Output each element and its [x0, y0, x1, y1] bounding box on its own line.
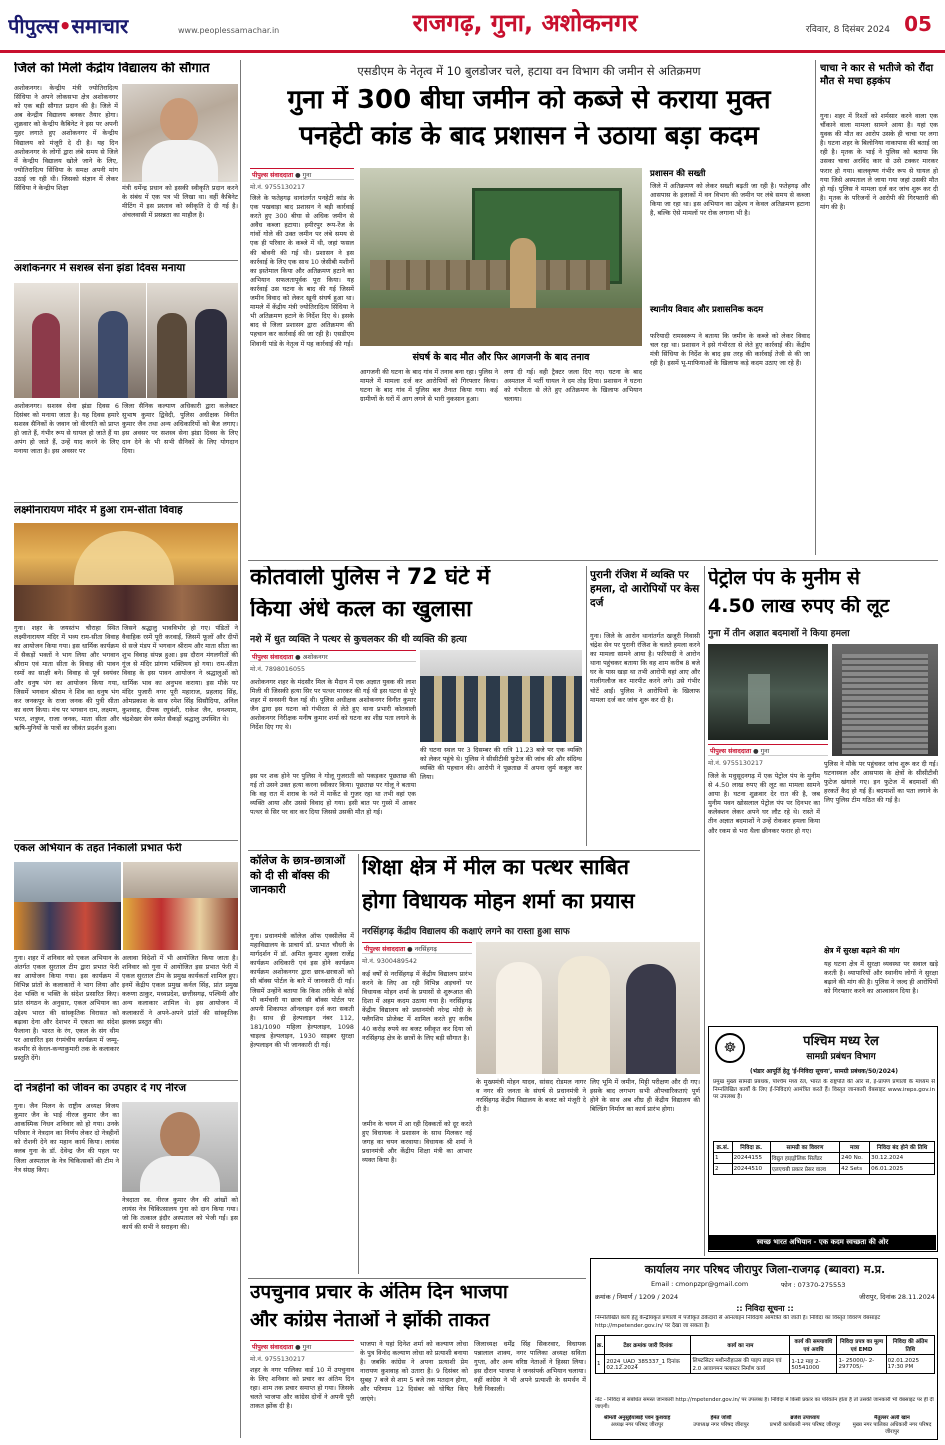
- portrait-body: [142, 140, 218, 182]
- petrol-photo-2: [832, 644, 938, 756]
- shiksha-caption: के मुख्यमंत्री मोहन यादव, सांसद रोडमल नागर व नगर की जनता के संघर्ष से प्रधानमंत्री ने नरसिंहगढ़ केंद्रीय विद्यालय के बजट को मंजूरी दे दी है।: [476, 1078, 586, 1114]
- logo-text-2: समाचार: [71, 14, 129, 38]
- table-cell: 1- 25000/- 2- 297705/-: [837, 1355, 886, 1374]
- shiksha-byline: पीपुल्स संवाददाता ● नरसिंहगढ़: [362, 942, 472, 954]
- bulldozer-sub-2: स्थानीय विवाद और प्रशासनिक कदम: [650, 305, 764, 315]
- sig-name: ब्रजेश उपाध्याय: [790, 1415, 820, 1421]
- col-header: कार्य का नाम: [691, 1336, 790, 1355]
- shiksha-body-2: जमीन के चयन में आ रही दिक्कतों को दूर करते हुए विधायक ने प्रशासन के साथ मिलकर नई जगह का चयन करवाया। विधायक श्री शर्मा ने प्रधानमंत्री और केंद्रीय शिक्षा मंत्री का आभार व्यक्त किया है।: [362, 1120, 472, 1165]
- purani-headline: पुरानी रंजिश में व्यक्ति पर हमला, दो आरोपियों पर केस दर्ज: [590, 569, 700, 609]
- nagar-email: Email : cmonpzpr@gmail.com: [651, 1280, 749, 1288]
- issue-date: रविवार, 8 दिसंबर 2024: [805, 25, 890, 35]
- kotwali-deck: नशे में धुत व्यक्ति ने पत्थर से कुचलकर की थी व्यक्ति की हत्या: [250, 634, 467, 645]
- bulldozer-col4: लगा दी गई। वही ट्रैक्टर जला दिए गए। घटना के बाद अस्पताल में भर्ती घायल ने दम तोड़ दिया। प्रशासन ने घटना को गंभीरता से लेते हुए अतिक्रमण के खिलाफ अभियान चलाया।: [504, 368, 642, 404]
- table-cell: विद्युत हाइड्रोलिक सिलेंडर: [770, 1153, 839, 1164]
- ekal-headline: एकल अभियान के तहत निकाली प्रभात फेरी: [14, 843, 182, 854]
- railway-ad: [708, 1026, 938, 1252]
- flag-photo-1: [14, 283, 79, 398]
- neeraj-photo: [122, 1102, 238, 1192]
- neeraj-body: गुना। जैन मिलन के राष्ट्रीय अध्यक्ष विजय कुमार जैन के भाई नीरज कुमार जैन का आकस्मिक निधन शनिवार को हो गया। उनके परिवार ने नेत्रदान का निर्णय लेकर दो नेत्रहीनों को रोशनी देने का महान कार्य किया। लायंस क्लब गुना के डॉ. देवेन्द्र जैन की पहल पर जिला अस्पताल के नेत्र चिकित्सकों की टीम ने नेत्र संग्रह किए।: [14, 1102, 119, 1174]
- cctv-figure: [748, 674, 770, 724]
- shiksha-photo: [476, 942, 700, 1074]
- person-shape: [626, 964, 676, 1074]
- kotwali-photo: [420, 650, 582, 742]
- bulldozer-col3: आगजनी की घटना के बाद गांव में तनाव बना रहा। पुलिस ने मामले में मामला दर्ज कर आरोपियों को गिरफ्तार किया। घटना के बाद गांव में पुलिस बल तैनात किया गया। कई ग्रामीणों के घरों में आग लगने से भारी नुकसान हुआ।: [360, 368, 498, 404]
- nagar-sig-2: [681, 1415, 761, 1439]
- flag-body-2: जिला सैनिक कल्याण अधिकारी द्वारा कलेक्टर सुभाष कुमार द्विवेदी, पुलिस अधीक्षक विनीत कुमार जैन तथा अन्य अधिकारियों को बैज लगाए। इस अवसर पर सशस्त्र सेना झंडा दिवस के लिए दान देने के भी सभी सैनिकों के लिए योगदान दिया।: [122, 402, 238, 456]
- person-shape: [195, 309, 227, 398]
- petrol-mobile: मो.नं. 9755130217: [708, 760, 763, 767]
- masthead: [0, 0, 945, 52]
- kv-headline: जिले को मिली केंद्रीय विद्यालय की सौगात: [14, 62, 210, 76]
- masthead-rule: [0, 50, 945, 53]
- section-title: राजगढ़, गुना, अशोकनगर: [412, 9, 638, 37]
- kv-body: अशोकनगर। केन्द्रीय मंत्री ज्योतिरादित्य सिंधिया ने अपने लोकसभा क्षेत्र अशोकनगर को एक बड़ी सौगात प्रदान की है। जिले में अब केन्द्रीय विद्यालय बनकर तैयार होगा। शुक्रवार को केन्द्रीय कैबिनेट ने इस पर अपनी मुहर लगाते हुए अशोकनगर में केन्द्रीय विद्यालय को मंजूरी दे दी है। यह दिन अशोकनगर के लोगों द्वारा लंबे समय से जिले में केन्द्रीय विद्यालय खोले जाने के लिए, ज्योतिरादित्य सिंधिया के समक्ष अपनी मांग उठाई जा रही थी। जिसको संज्ञान में लेकर सिंधिया ने केन्द्रीय शिक्षा: [14, 84, 118, 193]
- shiksha-headline-2: होगा विधायक मोहन शर्मा का प्रयास: [362, 890, 635, 913]
- shutter-shape: [842, 654, 928, 754]
- crowd-shape: [123, 898, 238, 950]
- kv-body-2: मंत्री धर्मेन्द्र प्रधान को इसकी स्वीकृति प्रदान करने के संबंध में एक पत्र भी लिखा था। वहीं कैबिनेट मीटिंग में इस प्रस्ताव को स्वीकृति दे दी गई है। अंचलवासी में प्रसन्नता का माहौल है।: [122, 184, 238, 220]
- upchunav-byline: पीपुल्स संवाददाता ● गुना: [250, 1340, 354, 1352]
- petrol-body-2: पुलिस ने मौके पर पहुंचकर जांच शुरू कर दी गई। घटनास्थल और आसपास के क्षेत्रों के सीसीटीवी फुटेज खंगाले गए। इन फुटेज में बदमाशों की हरकतें कैद हो गई हैं। बदमाशों का पता लगाने के लिए पुलिस टीम गठित की गई है।: [824, 760, 938, 805]
- upchunav-mobile: मो.नं. 9755130217: [250, 1356, 305, 1363]
- kotwali-body-2: की घटना स्थल पर 3 दिसम्बर की रात्रि 11.23 बजे पर एक व्यक्ति को लेकर पहुंचे थे। पुलिस ने सीसीटीवी फुटेज की जांच की और संदिग्ध व्यक्ति की पहचान की। आरोपी ने पूछताछ में अपना जुर्म कबूल कर लिया।: [420, 746, 582, 782]
- rule-v-college: [358, 854, 359, 1274]
- petrol-body: जिले के मधुसूदनगढ़ में एक पेट्रोल पंप के मुनीम से 4.50 लाख रुपए की लूट का मामला सामने आया है। घटना शुक्रवार देर रात की है, जब मुनीम पवन खोसलाल पेट्रोल पंप पर दिनभर का कलेक्शन लेकर अपने घर लौट रहे थे। रास्ते में तीन अज्ञात बदमाशों ने उन्हें रोककर हमला किया और रकम से भरा थैला छीनकर फरार हो गए।: [708, 772, 820, 835]
- person-shape: [157, 313, 187, 398]
- col-header: मात्रा: [840, 1142, 870, 1153]
- person-shape: [496, 962, 542, 1074]
- nagar-sig-3: [763, 1415, 847, 1439]
- table-cell: 02.01.2025 17:30 PM: [886, 1355, 934, 1374]
- col-header: सामग्री का विवरण: [770, 1142, 839, 1153]
- table-cell: एलएचबी प्रकार प्रेसर वाल्व: [770, 1164, 839, 1175]
- upchunav-body: शहर के नगर पालिका वार्ड 10 में उपचुनाव के लिए शनिवार को प्रचार का अंतिम दिन रहा। शाम तक प्रचार समाप्त हो गया। जिसके चलते भाजपा और कांग्रेस दोनों ने अपनी पूरी ताकत झोंक दी है।: [250, 1366, 354, 1411]
- nagar-table-grid: [595, 1335, 935, 1374]
- rule-v-petrol: [704, 566, 705, 1256]
- table-cell: 42 Sets: [840, 1164, 870, 1175]
- railway-title: पश्चिम मध्य रेल: [803, 1034, 879, 1049]
- table-cell: 06.01.2025: [870, 1164, 935, 1175]
- table-cell: 1-12 माह 2- 50541000: [790, 1355, 837, 1374]
- kotwali-byline: पीपुल्स संवाददाता ● अशोकनगर: [250, 650, 416, 662]
- table-cell: 2024_UAD_385337_1 दिनांक 02.12.2024: [605, 1355, 691, 1374]
- nagar-body: निम्नलिखित कार्य हेतु केन्द्रीयकृत प्रणाली में पंजीकृत ठेकेदारों से ऑनलाइन निविदायें आमंत्रित की जाती हैं। निविदा का विस्तृत विवरण वेबसाइट http://mpetender.gov.in/ पर देखा जा सकता है।: [595, 1315, 881, 1329]
- flag-body: अशोकनगर। सशस्त्र सेना झंडा दिवस 6 दिसंबर को मनाया जाता है। यह दिवस हमारे सशस्त्र सैनिकों के जवान जो वीरगति को प्राप्त हो जाते हैं, गंभीर रूप से घायल हो जाते हैं या अपंग हो जाते हैं, उन्हें याद करने के लिए मनाया जाता है। इस अवसर पर: [14, 402, 119, 456]
- bulldozer-headline-2: पनहेटी कांड के बाद प्रशासन ने उठाया बड़ा कदम: [299, 122, 759, 151]
- table-cell: 20244155: [732, 1153, 770, 1164]
- shiksha-mobile: मो.नं. 9300489542: [362, 958, 417, 965]
- table-header-row: [596, 1336, 935, 1355]
- byline-city: नरसिंहगढ़: [414, 946, 437, 953]
- bulldozer-headline-1: गुना में 300 बीघा जमीन को कब्जे से कराया मुक्त: [287, 86, 771, 115]
- railway-notice: (भंडार आपूर्ति हेतु 'ई-निविदा सूचना', सामग्री प्रबंधक/50/2024): [750, 1068, 898, 1075]
- col-header: निविदा प्रपत्र का मूल्य एवं EMD: [837, 1336, 886, 1355]
- temple-photo: [14, 523, 238, 621]
- sig-name: हेमंत जोशी: [710, 1415, 732, 1421]
- rule-2: [14, 502, 238, 503]
- byline-city: गुना: [760, 748, 770, 755]
- bulldozer-mobile: मो.नं. 9755130217: [250, 184, 305, 191]
- table-cell: 20244510: [732, 1164, 770, 1175]
- left-col-divider: [240, 60, 241, 1438]
- bulldozer-sub-1: प्रशासन की सख्ती: [650, 169, 706, 179]
- portrait-head: [160, 98, 198, 142]
- rule-3: [14, 840, 238, 841]
- sig-name: श्रीमती अनुसुईयाबाई पवन कुशवाह: [603, 1415, 671, 1421]
- college-body: गुना। प्रधानमंत्री कॉलेज ऑफ एक्सीलेंस में महाविद्यालय के प्राचार्य डॉ. प्रभात चौधरी के मार्गदर्शन में डॉ. अमित कुमार शुक्ला राजेंद्र कार्यक्रम अधिकारी एवं इस होने कार्यक्रम कार्यक्रम अशोकनगर द्वारा छात्र-छात्राओं को सी बॉक्स पोर्टल के बारे में जानकारी दी गई। जिसमें उन्होंने बताया कि किस तरीके से कोई भी कर्मचारी या छात्रा सी बॉक्स पोर्टल पर अपनी शिकायत ऑनलाइन दर्ज करा सकती है। साथ ही हेल्पलाइन नंबर 112, 181/1090 महिला हेल्पलाइन, 1098 चाइल्ड हेल्पलाइन, 1930 साइबर सुरक्षा हेल्पलाइन की भी जानकारी दी गई।: [250, 932, 354, 1050]
- person-shape: [98, 311, 128, 398]
- logo-dot: •: [58, 14, 72, 38]
- bulldozer-photo-caption: संघर्ष के बाद मौत और फिर आगजनी के बाद तनाव: [412, 352, 590, 363]
- table-row: [714, 1164, 935, 1175]
- table-cell: 1: [596, 1355, 605, 1374]
- table-cell: 2: [714, 1164, 733, 1175]
- petrol-headline-1: पेट्रोल पंप के मुनीम से: [708, 568, 860, 589]
- rule-h-mid: [248, 560, 938, 561]
- shiksha-headline-1: शिक्षा क्षेत्र में मील का पत्थर साबित: [362, 856, 629, 879]
- petrol-sub-body: यह घटना क्षेत्र में सुरक्षा व्यवस्था पर सवाल खड़े करती है। व्यापारियों और स्थानीय लोगों ने सुरक्षा बढ़ाने की मांग की है। पुलिस ने जल्द ही आरोपियों को गिरफ्तार करने का आश्वासन दिया है।: [824, 960, 938, 996]
- railway-table: [713, 1141, 935, 1229]
- temple-body-2: जिसने श्रद्धालु भावविभोर हो गए। पंडितों ने वैवाहिक रस्में पूरी करवाईं, जिसमें फूलों और दीपों से सजे मंडप में भगवान श्रीराम और माता सीता का शुभ विवाह संपन्न हुआ। इस दौरान मंगलगीतों की गूंज से मंदिर प्रांगण भक्तिमय हो गया। राम-सीता विवाह के इस पावन आयोजन ने श्रद्धालुओं को धार्मिक भाव का अनुभव कराया। इस मौके पर मंदिर पुजारी नगर पूरी महाराज, प्रहलाद सिंह, ओमप्रकाश के साथ रमेश सिंह सिसौदिया, अनिल कुशवाह, दीपक रघुवंशी, राकेश जैन, धनश्याम, चंद्रशेखर सेन समेत सैकड़ों श्रद्धालु उपस्थित थे।: [122, 624, 238, 723]
- table-header-row: [714, 1142, 935, 1153]
- chacha-headline: चाचा ने कार से भतीजे को रौंदा मौत से मचा हड़कंप: [820, 63, 934, 87]
- byline-city: गुना: [302, 1344, 312, 1351]
- ekal-photo-1: [14, 862, 121, 950]
- byline-city: गुना: [302, 172, 312, 179]
- nagar-phone: फोन : 07370-275553: [781, 1281, 846, 1289]
- ground-shape: [360, 308, 642, 346]
- nagar-sig-1: [595, 1415, 679, 1439]
- rule-v-purani: [586, 566, 587, 846]
- scindia-photo: [122, 84, 238, 182]
- nagar-date: जीरापुर, दिनांक 28.11.2024: [858, 1293, 935, 1301]
- sig-title: उपाध्यक्ष नगर परिषद जीरापुर: [693, 1422, 749, 1428]
- nagar-ad: [590, 1258, 938, 1440]
- shiksha-body: कई वर्षों से नरसिंहगढ़ में केंद्रीय विद्यालय प्रारंभ करने के लिए आ रही विभिन्न अड़चनों पर विधायक मोहन शर्मा के प्रयासों से शुरूआत की दिशा में अहम कदम उठाया गया है। नरसिंहगढ़ केंद्रीय विद्यालय को प्रधानमंत्री नरेन्द्र मोदी के फ्लैगशिप प्रोजेक्ट में शामिल करते हुए करीब 40 करोड़ रुपये का बजट स्वीकृत कर दिया जो नरसिंहगढ़ क्षेत्र के छात्रों के लिए बड़ी सौगात है।: [362, 970, 472, 1042]
- byline-org: पीपुल्स संवाददाता: [252, 654, 294, 661]
- ekal-body: गुना। शहर में शनिवार को एकल अभियान के अंतर्गत एकल सुरताल टीम द्वारा प्रभात फेरी का आयोजन किया गया। इस कार्यक्रम में विभिन्न प्रांतों के कलाकारों ने भाग लिया और देश भक्ति व भक्ति के संदेश प्रसारित किए। प्रांत संगठन के अनुसार, एकल अभियान का उद्देश्य भारत की सांस्कृतिक विरासत को बढ़ावा देना और देशभर में एकता का संदेश फैलाना है। भारत के रंग, एकल के संग थीम पर आधारित इस रंगमंचीय कार्यक्रम में जम्मू-कश्मीर से केरल-कन्याकुमारी तक के कलाकार प्रस्तुति देंगे।: [14, 954, 119, 1063]
- temple-headline: लक्ष्मीनारायण मंदिर में हुआ राम-सीता विवाह: [14, 505, 183, 516]
- portrait-head: [160, 1112, 200, 1158]
- neeraj-headline: दो नेत्रहीनों को जीवन का उपहार दे गए नीरज: [14, 1083, 186, 1094]
- logo-text: पीपुल्स: [8, 14, 59, 38]
- bulldozer-body: जिले के फतेहगढ़ थानांतर्गत पनहेटी कांड के एक पखवाड़ा बाद प्रशासन ने बड़ी कार्रवाई करते हुए 300 बीघा से अधिक जमीन से अवैध कब्जा हटाया। हमीरपुर रूप-रेंज के गांवों गोले की उक्त जमीन पर लंबे समय से एक ही परिवार के कब्जे में थी, जहां फसल की बोवनी की गई थी। प्रशासन ने इस कार्रवाई के लिए एक साथ 10 जेसीबी मशीनों का इस्तेमाल किया और अतिक्रमण हटाने का अभियान सफलतापूर्वक पूरा किया। यह कार्रवाई उस घटना के बाद की गई जिसमें जमीन विवाद को लेकर खूनी संघर्ष हुआ था। मामले में केंद्रीय मंत्री ज्योतिरादित्य सिंधिया ने भी अतिक्रमण हटाने के निर्देश दिए थे। इसके बाद से जिला प्रशासन द्वारा अतिक्रमण की पहचान कर कार्रवाई की जा रही है। एसडीएम शिवानी पांडे के नेतृत्व में यह कार्रवाई की गई।: [250, 194, 354, 348]
- nagar-sig-4: [849, 1415, 935, 1439]
- sig-title: प्रभारी कार्यकारी नगर परिषद जीरापुर: [769, 1422, 841, 1428]
- crowd-shape: [14, 902, 121, 950]
- flag-photo-3: [147, 283, 238, 398]
- sig-title: अध्यक्ष नगर परिषद जीरापुर: [610, 1422, 664, 1428]
- sig-title: मुख्य नगर पालिका अधिकारी नगर परिषद जीरापुर: [852, 1422, 932, 1435]
- rule-4: [14, 1080, 238, 1081]
- rule-h-lower: [248, 1278, 586, 1279]
- neeraj-body-2: नेत्रदाता स्व. नीरज कुमार जैन की आंखों को लायंस नेत्र चिकित्सालय गुना को दान किया गया। जो कि तत्काल इंदौर अस्पताल को भेजी गईं। इस कार्य की सभी ने सराहना की।: [122, 1196, 238, 1232]
- byline-org: पीपुल्स संवाददाता: [252, 1344, 294, 1351]
- nagar-ref: क्रमांक / निमार्ण / 1209 / 2024: [595, 1293, 679, 1301]
- temple-body: गुना। शहर के जयस्तंभ चौराहा स्थित लक्ष्मीनारायण मंदिर में भव्य राम-सीता विवाह का आयोजन किया गया। इस धार्मिक कार्यक्रम में सैकड़ों भक्तों ने भाग लिया और भगवान श्रीराम एवं माता सीता के विवाह की पावन रस्मों का साक्षी बने। विवाह से पूर्व स्वयंवर और धनुष भंग का आयोजन किया गया, जिसमें भगवान श्रीराम ने शिव का धनुष भंग कर जनकपुर के राजा जनक की पुत्री सीता का वरण किया। मंच पर भगवान राम, लक्ष्मण, भरत, शत्रुघ्न, राजा जनक, माता सीता और ऋषि-मुनियों के पात्रों का जीवंत प्रदर्शन हुआ।: [14, 624, 119, 733]
- railway-subtitle: सामग्री प्रबंधन विभाग: [806, 1052, 876, 1062]
- temple-arch: [74, 531, 174, 591]
- petrol-photo-1: [708, 644, 828, 740]
- col-header: क्र.सं.: [714, 1142, 733, 1153]
- shiksha-col3: लिए भूमि में जमीन, मिट्टी परीक्षण और दी गए। इसके बाद लगभग सभी औपचारिकताएं पूर्ण होने के साथ अब शीघ्र ही केंद्रीय विद्यालय की बिल्डिंग निर्माण का कार्य प्रारंभ होगा।: [590, 1078, 700, 1114]
- kotwali-headline-1: कोतवाली पुलिस ने 72 घंटे में: [250, 566, 491, 590]
- table-cell: 1: [714, 1153, 733, 1164]
- upchunav-headline-2: और कांग्रेस नेताओं ने झोंकी ताकत: [250, 1310, 490, 1331]
- upchunav-body-3: जिलाध्यक्ष धर्मेंद्र सिंह सिकरवार, विधायक पन्नालाल शाक्य, नगर पालिका अध्यक्ष सविता गुप्ता, और अन्य वरिष्ठ नेताओं ने हिस्सा लिया। इस दौरान भाजपा ने जनसंपर्क अभियान चलाया। वहीं कांग्रेस ने भी अपने प्रत्याशी के समर्थन में रैली निकाली।: [474, 1340, 586, 1394]
- bulldozer-kicker: एसडीएम के नेतृत्व में 10 बुलडोजर चले, हटाया वन विभाग की जमीन से अतिक्रमण: [357, 64, 701, 78]
- flag-headline: अशोकनगर में सशस्त्र सेना झंडा दिवस मनाया: [14, 263, 186, 274]
- ekal-photo-2: [123, 862, 238, 950]
- railway-logo: ☸: [715, 1033, 745, 1063]
- bulldozer-sub2-body: फरियादी रामस्वरूप ने बताया कि जमीन के कब्जे को लेकर विवाद चल रहा था। प्रशासन ने इसे गंभीरता से लेते हुए कार्रवाई की। केंद्रीय मंत्री सिंधिया के निर्देश के बाद इस तरह की कार्रवाई तेजी से की जा रही है। इसमें भू-माफियाओं के खिलाफ कड़े कदम उठाए जा रहे हैं।: [650, 332, 810, 368]
- col-header: क्र.: [596, 1336, 605, 1355]
- byline-org: पीपुल्स संवाददाता: [252, 172, 294, 179]
- bulldozer-byline: पीपुल्स संवाददाता ● गुना: [250, 168, 354, 180]
- col-header: निविदा की अंतिम तिथि: [886, 1336, 934, 1355]
- railway-footer: स्वच्छ भारत अभियान - एक कदम स्वच्छता की ओर: [709, 1235, 936, 1250]
- right-col-divider: [815, 60, 816, 555]
- petrol-byline: पीपुल्स संवाददाता ● गुना: [708, 744, 828, 756]
- flag-photo-2: [80, 283, 146, 398]
- table-cell: 240 No.: [840, 1153, 870, 1164]
- logo: [8, 12, 168, 38]
- byline-org: पीपुल्स संवाददाता: [364, 946, 406, 953]
- nagar-title: कार्यालय नगर परिषद जीरापुर जिला-राजगढ़ (ब्यावरा) म.प्र.: [644, 1263, 886, 1276]
- nagar-table: [595, 1335, 935, 1395]
- col-header: कार्य की समयावधि एवं अवधि: [790, 1336, 837, 1355]
- rule-1: [14, 260, 238, 261]
- table-row: [596, 1355, 935, 1374]
- byline-org: पीपुल्स संवाददाता: [710, 748, 752, 755]
- col-header: निविदा क्र.: [732, 1142, 770, 1153]
- sig-name: मैतुल्लर अली खान: [874, 1415, 910, 1421]
- petrol-deck: गुना में तीन अज्ञात बदमाशों ने किया हमला: [708, 628, 850, 639]
- table-cell: लिफ्टसिटर मशीनरीहाउस की पाइप लाइन एवं 2.0 आवागमन फ्लास्टर निर्माण कार्य: [691, 1355, 790, 1374]
- person-shape: [558, 956, 610, 1074]
- nagar-note: नोट - निविदा से संबंधित समस्त जानकारी http://mpetender.gov.in/ पर उपलब्ध है। निविदा में किसी प्रकार का परिवर्तन होता है तो उसकी जानकारी भी वेबसाइट पर ही दी जाएगी।: [595, 1397, 934, 1410]
- col-header: निविदा बंद होने की तिथि: [870, 1142, 935, 1153]
- kotwali-mobile: मो.नं. 7898016055: [250, 666, 305, 673]
- upchunav-headline-1: उपचुनाव प्रचार के अंतिम दिन भाजपा: [250, 1282, 508, 1303]
- logs-shape: [370, 260, 610, 290]
- railway-table-grid: [713, 1141, 935, 1175]
- shiksha-deck: नरसिंहगढ़ केंद्रीय विद्यालय की कक्षाएं लगने का रास्ता हुआ साफ: [362, 927, 570, 937]
- byline-city: अशोकनगर: [302, 654, 328, 661]
- petrol-headline-2: 4.50 लाख रुपए की लूट: [708, 596, 890, 617]
- table-row: [714, 1153, 935, 1164]
- kotwali-headline-2: किया अंधे कत्ल का खुलासा: [250, 598, 472, 622]
- bulldozer-photo: [360, 168, 642, 346]
- page-number: 05: [904, 12, 932, 36]
- police-lineup: [420, 676, 582, 742]
- bulldozer-sub1-body: जिले में अतिक्रमण को लेकर सख्ती बढ़ती जा रही है। फतेहगढ़ और आसपास के इलाकों में वन विभाग की जमीन पर लंबे समय से कब्जा किया जा रहा था। इस अभियान का उद्देश्य न केवल अतिक्रमण हटाना है, बल्कि ऐसे मामलों पर रोक लगाना भी है।: [650, 182, 810, 218]
- person-shape: [32, 313, 60, 398]
- table-cell: 30.12.2024: [870, 1153, 935, 1164]
- railway-body: प्रमुख मुख्य सामग्री प्रबंधक, पश्चिम मध्य रेल, भारत के राष्ट्रपति की ओर से, ई-प्रापण प्रणाली के माध्यम से निम्नलिखित कार्यों के लिए ई-निविदाएं आमंत्रित करते हैं। विस्तृत जानकारी वेबसाइट www.ireps.gov.in पर उपलब्ध है।: [713, 1079, 935, 1100]
- petrol-sub: क्षेत्र में सुरक्षा बढ़ाने की मांग: [824, 946, 900, 955]
- nagar-notice-title: :: निविदा सूचना ::: [736, 1304, 794, 1313]
- college-headline: कॉलेज के छात्र-छात्राओं को दी सी बॉक्स की जानकारी: [250, 854, 345, 896]
- chacha-body: गुना। शहर में रिश्तों को शर्मसार करने वाला एक चौंकाने वाला मामला सामने आया है। यहां एक युवक की मौत का आरोप उसके ही चाचा पर लगा है। घटना शहर के बिलोनिया नाकापास की बताई जा रही है। मृतक के भाई ने पुलिस को बताया कि उसका चाचा अरविंद कार से उसे टक्कर मारकर फरार हो गया। बालकृष्ण गंभीर रूप से घायल हो गया जिसे अस्पताल ले जाया गया जहां उसकी मौत हो गई। पुलिस ने मामला दर्ज कर जांच शुरू कर दी है। मृतक के परिजनों ने आरोपी की गिरफ्तारी की मांग की है।: [820, 112, 938, 211]
- ekal-body-2: अलावा विदेशों में भी आयोजित किया जाता है। शनिवार को गुना में आयोजित इस प्रभात फेरी में एकल सुरताल टीम के प्रमुख कार्यकर्ता शामिल हुए। इनमें केंद्रीय एकल प्रमुख कर्नल सिंह, प्रांत प्रमुख करुणा ठाकुर, मध्यप्रदेश, छत्तीसगढ़, पश्चिमी और अन्य कलाकार शामिल थे। इस आयोजन में कलाकारों ने अपने-अपने प्रांतों की सांस्कृतिक झलक प्रस्तुत की।: [122, 954, 238, 1026]
- rule-h-middle-left: [248, 850, 700, 851]
- portrait-body: [140, 1156, 220, 1192]
- website: www.peoplessamachar.in: [178, 26, 280, 35]
- kotwali-body: अशोकनगर शहर के मंदसौर मिल के मैदान में एक अज्ञात युवक की लाश मिली थी जिसकी हत्या सिर पर पत्थर मारकर की गई थी इस घटना से पूरे शहर में सनसनी फैल गई थी। पुलिस अधीक्षक अशोकनगर विनीत कुमार जैन द्वारा इस घटना को गंभीरता से लेते हुए थाना प्रभारी कोतवाली अशोकनगर निरीक्षक मनीष कुमार शर्मा को घटना का शीघ्र पता लगाने के निर्देश दिए गए थे।: [250, 678, 416, 732]
- kotwali-body-3: इस पर शक होने पर पुलिस ने गोलू गुजराती को पकड़कर पूछताछ की गई तो उसने उक्त हत्या करना स्वीकार किया। पूछताछ पर गोलू ने बताया कि वह रात में शराब के नशे में मार्केट से गुजर रहा था तभी वहां एक व्यक्ति आया और उससे विवाद हो गया। इसी बात पर गुस्से में आकर पत्थर से सिर पर वार कर दिया जिससे उसकी मौत हो गई।: [250, 772, 416, 817]
- crowd-shape: [14, 585, 238, 621]
- purani-body: गुना। जिले के आरोन थानांतर्गत खजूरी निवासी चंद्रेश सेन पर पुरानी रंजिश के चलते हमला करने का मामला सामने आया है। फरियादी ने आरोन थाना पहुंचकर बताया कि वह शाम करीब 8 बजे घर के पास खड़ा था तभी आरोपी वहां आए और गालीगलौज कर मारपीट करने लगे। उसे गंभीर चोटें आईं। पुलिस ने आरोपियों के खिलाफ मामला दर्ज कर जांच शुरू कर दी है।: [590, 632, 700, 704]
- col-header: टेंडर क्रमांक जारी दिनांक: [605, 1336, 691, 1355]
- upchunav-body-2: भाजपा ने यहां दिनेश शर्मा को कल्याण लोधा के पुत्र विनोद कल्याण लोधा को प्रत्याशी बनाया है। जबकि कांग्रेस ने अपना प्रत्याशी प्रेम नारायण कुशवाह को उतारा है। 9 दिसंबर को सुबह 7 बजे से शाम 5 बजे तक मतदान होगा, और परिणाम 12 दिसंबर को घोषित किए जाएंगे।: [360, 1340, 468, 1403]
